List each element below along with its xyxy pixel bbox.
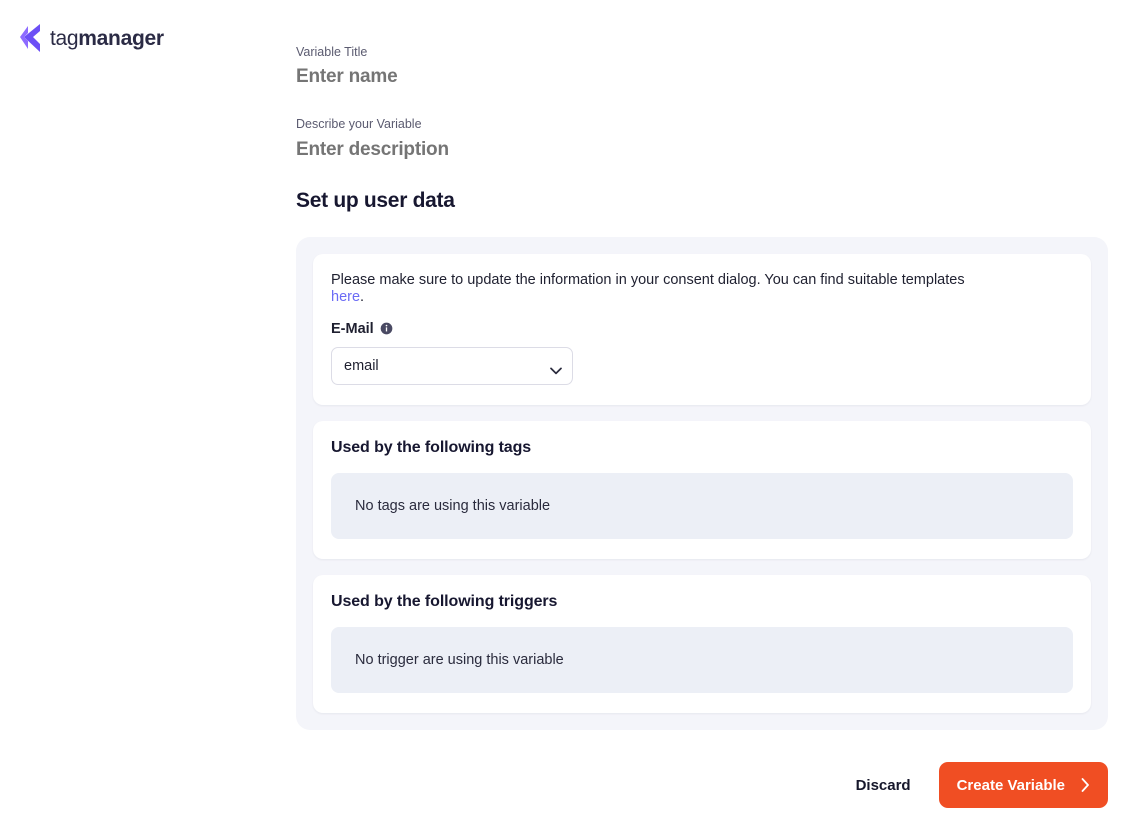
info-icon[interactable] — [380, 322, 393, 335]
used-by-tags-card — [313, 421, 1091, 559]
used-by-triggers-card — [313, 575, 1091, 713]
user-data-panel — [296, 237, 1108, 730]
consent-notice-prefix: Please make sure to update the information in your consent dialog. You can find suitable templates — [331, 271, 965, 288]
brand-name-bold: manager — [78, 27, 164, 50]
consent-notice — [331, 272, 971, 307]
brand-logo — [18, 22, 164, 56]
used-by-tags-empty: No tags are using this variable — [331, 473, 1073, 539]
used-by-triggers-title: Used by the following triggers — [331, 592, 558, 610]
consent-card — [313, 254, 1091, 405]
brand-name — [50, 27, 164, 51]
email-field-label-row — [331, 321, 1073, 337]
page-title: Set up user data — [296, 188, 455, 212]
email-select-wrapper — [331, 347, 573, 385]
variable-description-label: Describe your Variable — [296, 117, 422, 132]
variable-form — [296, 44, 1108, 730]
email-select[interactable] — [331, 347, 573, 385]
used-by-triggers-empty: No trigger are using this variable — [331, 627, 1073, 693]
brand-name-light: tag — [50, 27, 79, 50]
variable-description-field — [296, 116, 1108, 160]
consent-templates-link[interactable]: here — [331, 289, 361, 306]
variable-description-input[interactable] — [296, 139, 796, 161]
consent-notice-suffix: . — [360, 289, 365, 306]
variable-title-input[interactable] — [296, 66, 796, 88]
create-variable-label: Create Variable — [956, 776, 1065, 794]
discard-button[interactable]: Discard — [846, 769, 921, 802]
create-variable-button[interactable] — [939, 762, 1108, 808]
variable-title-label: Variable Title — [296, 45, 368, 59]
used-by-tags-title: Used by the following tags — [331, 438, 532, 456]
form-actions — [846, 762, 1108, 808]
variable-title-field — [296, 44, 1108, 88]
tag-manager-logo-icon — [18, 22, 44, 56]
email-field-label: E-Mail — [331, 320, 374, 337]
chevron-right-icon — [1081, 778, 1090, 792]
